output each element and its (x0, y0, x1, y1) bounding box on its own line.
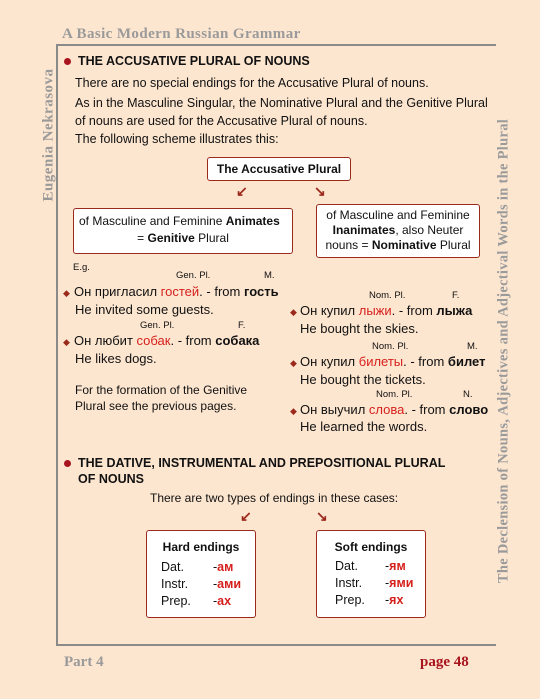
footer-rule (56, 644, 496, 646)
example-sentence: Он купил билеты. - from билет (300, 354, 486, 369)
ending: -ами (213, 577, 242, 591)
gloss: Gen. Pl. (140, 320, 175, 331)
hard-endings-box (146, 530, 256, 618)
soft-endings-box (316, 530, 426, 618)
arrow-down-right-icon: ↘ (316, 508, 328, 524)
bullet-icon (64, 460, 71, 467)
gloss: M. (467, 341, 478, 352)
diamond-bullet-icon: ◆ (290, 358, 297, 368)
example-translation: He likes dogs. (75, 351, 157, 366)
arrow-down-left-icon: ↙ (236, 183, 248, 199)
ending: -ях (385, 593, 404, 607)
author-vertical: Eugenia Nekrasova (40, 68, 57, 202)
section1-heading: THE ACCUSATIVE PLURAL OF NOUNS (78, 54, 310, 68)
soft-endings-title: Soft endings (334, 540, 408, 554)
example-translation: He bought the tickets. (300, 372, 426, 387)
section2-intro: There are two types of endings in these cases: (150, 491, 399, 505)
example-sentence: Он выучил слова. - from слово (300, 402, 489, 417)
ending: -ах (213, 594, 232, 608)
diamond-bullet-icon: ◆ (290, 307, 297, 317)
hard-endings-title: Hard endings (162, 540, 240, 554)
eg-label: E.g. (73, 262, 90, 273)
case-label: Instr. (335, 576, 363, 590)
note-line: Plural see the previous pages. (75, 399, 237, 413)
ending: -ям (385, 559, 406, 573)
case-label: Prep. (335, 593, 365, 607)
example-sentence: Он пригласил гостей. - from гость (74, 284, 279, 299)
inanimates-line-1: of Masculine and Feminine (326, 208, 470, 222)
animates-line-1: of Masculine and Feminine Animates (79, 214, 280, 228)
example-translation: He learned the words. (300, 419, 428, 434)
case-label: Instr. (161, 577, 189, 591)
diamond-bullet-icon: ◆ (63, 337, 70, 347)
case-label: Prep. (161, 594, 191, 608)
example-sentence: Он купил лыжи. - from лыжа (300, 303, 473, 318)
gloss: N. (463, 389, 473, 400)
gloss: M. (264, 270, 275, 281)
chapter-vertical: The Declension of Nouns, Adjectives and Adjectival Words in the Plural (495, 118, 512, 584)
diamond-bullet-icon: ◆ (63, 288, 70, 298)
intro-line: As in the Masculine Singular, the Nominative Plural and the Genitive Plural (75, 96, 488, 110)
case-label: Dat. (335, 559, 358, 573)
intro-line: The following scheme illustrates this: (75, 132, 279, 146)
inanimates-line-3: nouns = Nominative Plural (325, 238, 471, 252)
case-label: Dat. (161, 560, 184, 574)
intro-line: There are no special endings for the Accusative Plural of nouns. (75, 76, 429, 90)
example-translation: He bought the skies. (300, 321, 419, 336)
gloss: F. (238, 320, 246, 331)
ending: -ями (385, 576, 414, 590)
example-sentence: Он любит собак. - from собака (74, 333, 260, 348)
arrow-down-left-icon: ↙ (240, 508, 252, 524)
gloss: Nom. Pl. (376, 389, 413, 400)
section2-heading: OF NOUNS (78, 472, 144, 486)
intro-line: of nouns are used for the Accusative Plural of nouns. (75, 114, 368, 128)
arrow-down-right-icon: ↘ (314, 183, 326, 199)
inanimates-box (316, 204, 480, 258)
bullet-icon (64, 58, 71, 65)
animates-box (73, 208, 293, 254)
ending: -ам (213, 560, 234, 574)
animates-line-2: = Genitive Plural (137, 231, 229, 245)
example-translation: He invited some guests. (75, 302, 214, 317)
gloss: Nom. Pl. (372, 341, 409, 352)
footer-page: page 48 (420, 654, 469, 670)
gloss: Gen. Pl. (176, 270, 211, 281)
scheme-title: The Accusative Plural (216, 162, 342, 176)
book-title: A Basic Modern Russian Grammar (62, 26, 301, 42)
header-rule (56, 44, 496, 46)
footer-part: Part 4 (64, 654, 104, 670)
gloss: F. (452, 290, 460, 301)
scheme-title-box (207, 157, 351, 181)
inanimates-line-2: Inanimates, also Neuter (332, 223, 464, 237)
note-line: For the formation of the Genitive (75, 383, 248, 397)
gloss: Nom. Pl. (369, 290, 406, 301)
diamond-bullet-icon: ◆ (290, 406, 297, 416)
section2-heading: THE DATIVE, INSTRUMENTAL AND PREPOSITIONAL PLURAL (78, 456, 446, 470)
